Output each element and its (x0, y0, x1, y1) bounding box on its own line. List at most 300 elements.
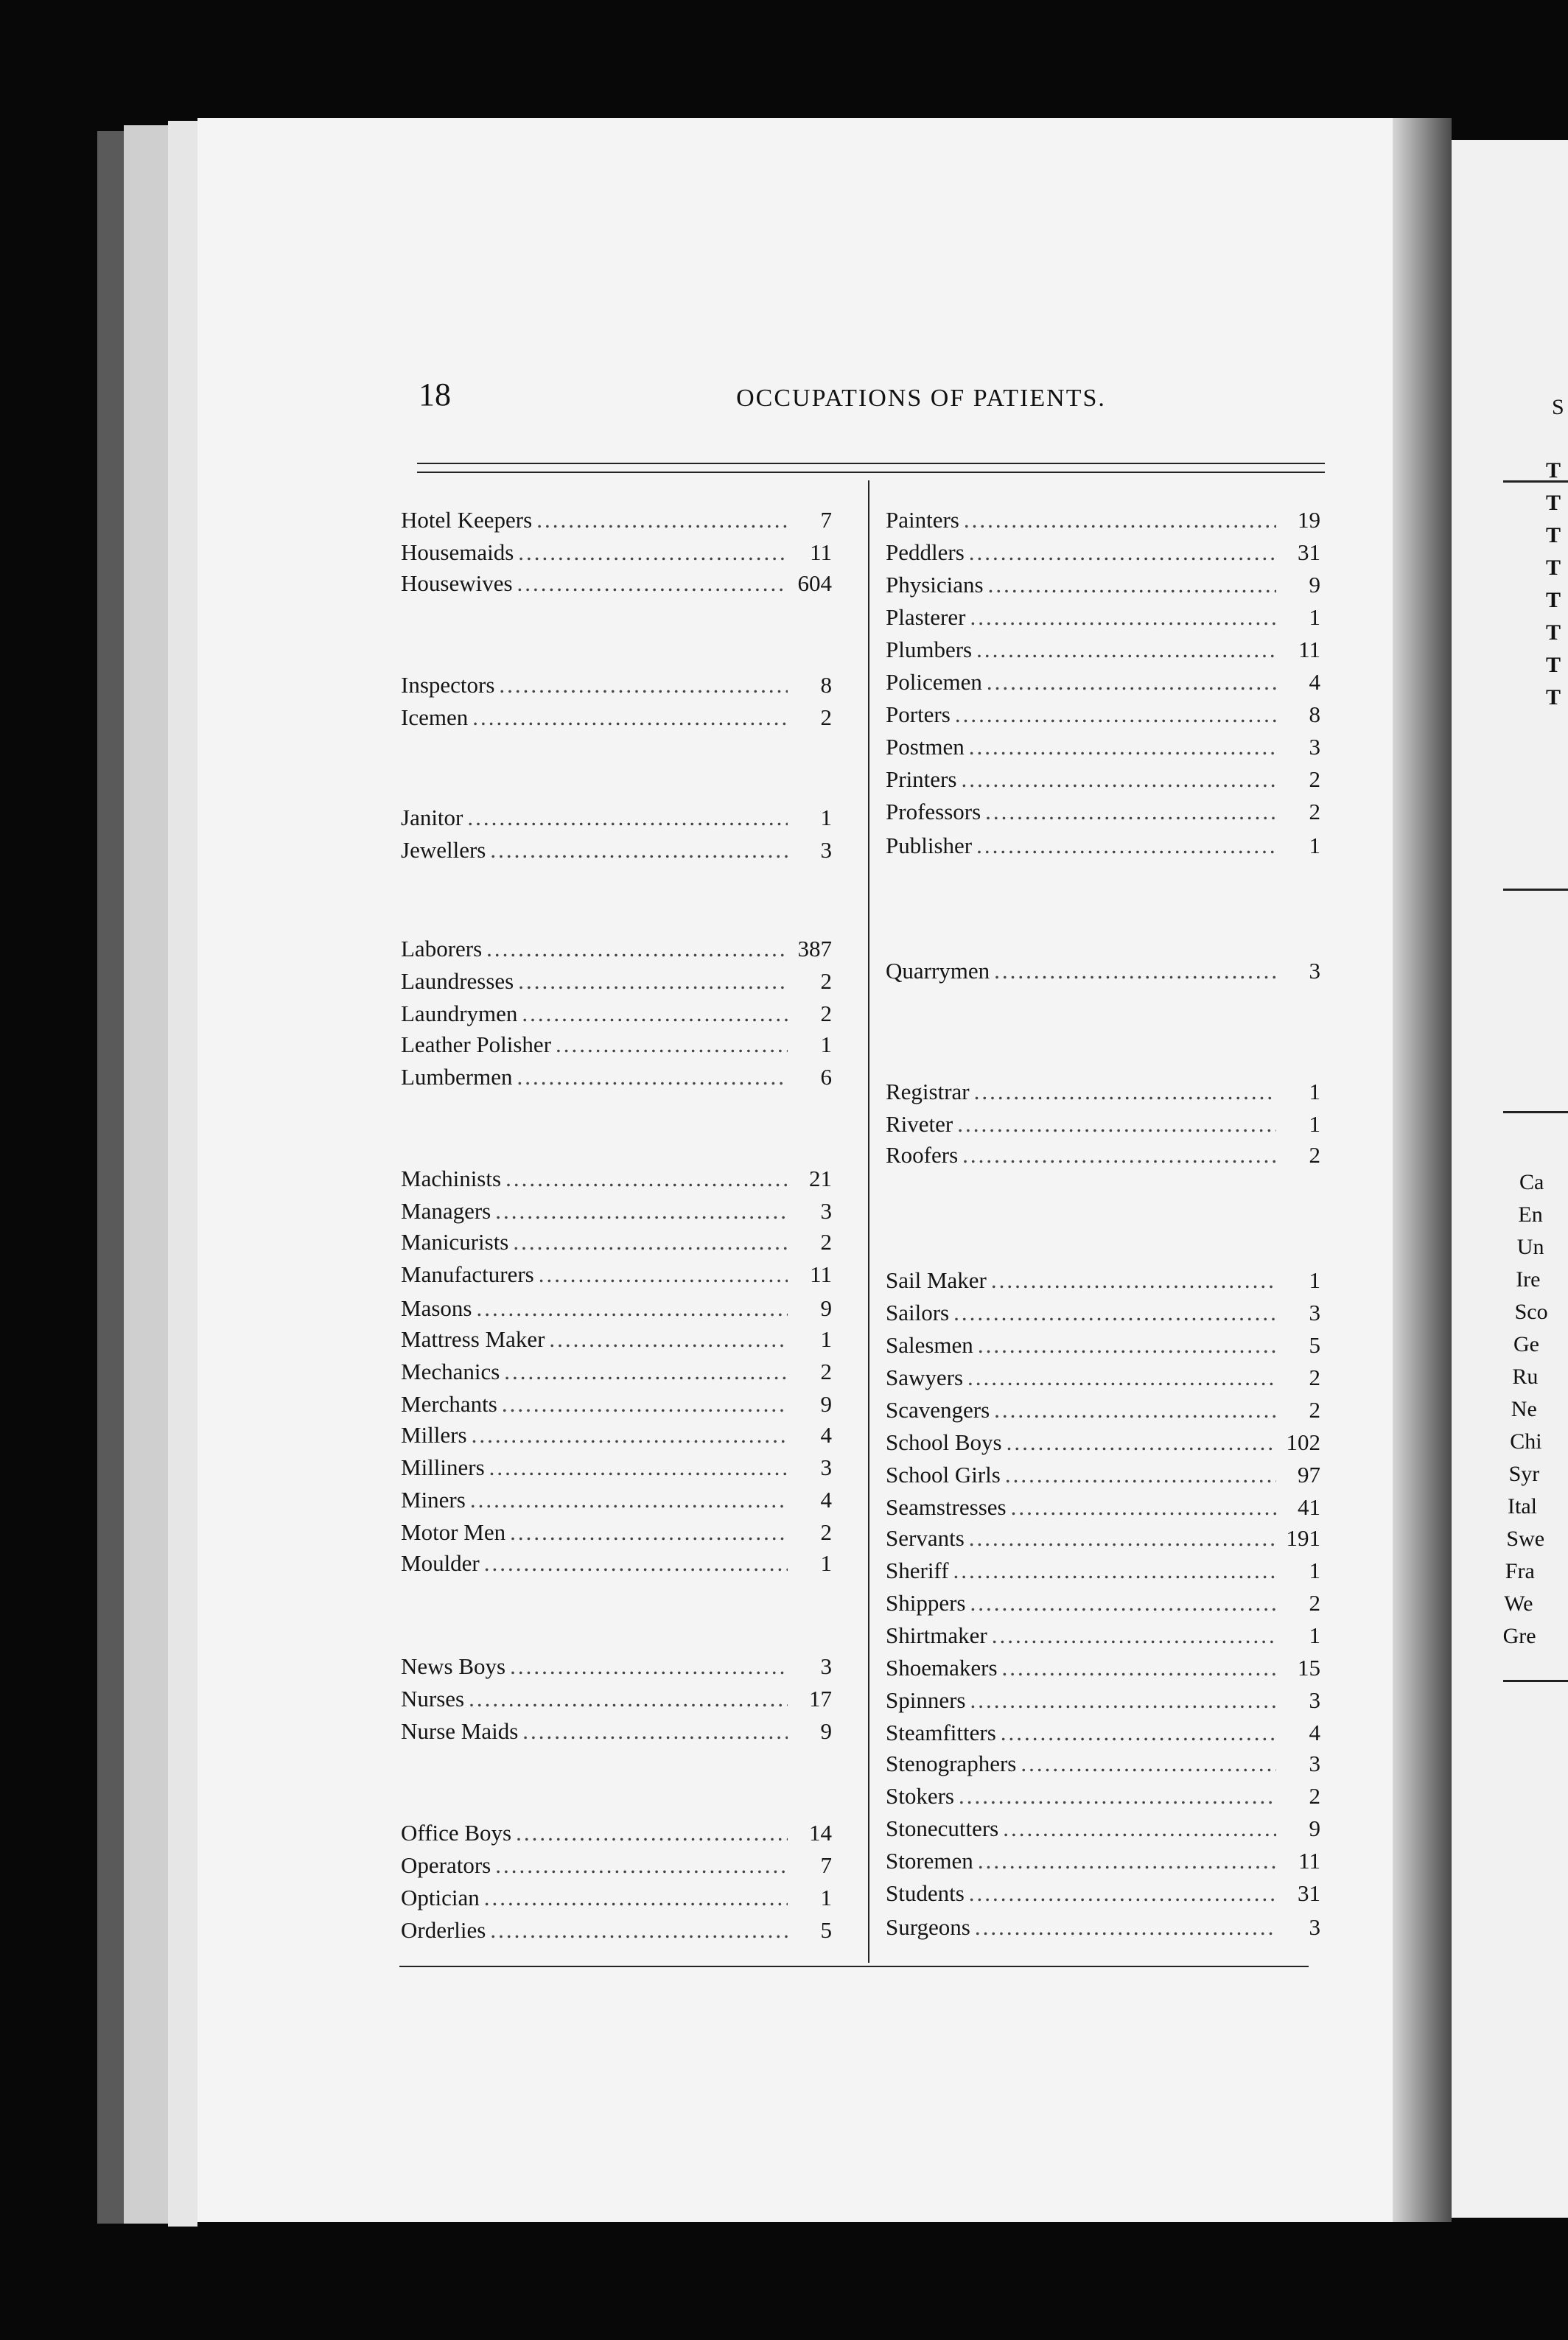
dot-leader (1021, 1751, 1276, 1777)
dot-leader (1002, 1655, 1276, 1681)
facing-fragment: Gre (1502, 1624, 1536, 1648)
list-item (401, 1031, 832, 1061)
patient-count: 31 (1298, 1880, 1320, 1906)
list-item (886, 701, 1320, 731)
dot-leader (504, 1359, 788, 1385)
list-item (886, 539, 1320, 569)
dot-leader (964, 507, 1276, 533)
occupation-name: Porters (886, 701, 951, 727)
list-item (401, 968, 832, 998)
patient-count: 2 (1309, 1397, 1320, 1423)
facing-fragment: T (1546, 620, 1561, 645)
list-item (401, 837, 832, 866)
occupation-name: Laundresses (401, 968, 514, 994)
list-item (886, 1267, 1320, 1297)
occupation-name: Physicians (886, 572, 984, 598)
patient-count: 11 (810, 1261, 832, 1287)
book-page-edges (124, 125, 168, 2224)
patient-count: 2 (1309, 766, 1320, 792)
patient-count: 4 (820, 1422, 832, 1448)
list-item (401, 1422, 832, 1451)
list-item (886, 1914, 1320, 1944)
facing-fragment: Syr (1508, 1462, 1540, 1486)
patient-count: 15 (1298, 1655, 1320, 1681)
patient-count: 2 (820, 968, 832, 994)
occupation-name: School Boys (886, 1429, 1002, 1455)
dot-leader (556, 1031, 788, 1058)
occupation-name: Laundrymen (401, 1001, 518, 1026)
occupation-name: Sailors (886, 1300, 950, 1325)
occupation-name: School Girls (886, 1462, 1001, 1488)
list-item (401, 1166, 832, 1195)
facing-fragment: T (1546, 491, 1561, 515)
occupation-name: Nurses (401, 1686, 465, 1712)
patient-count: 1 (1309, 833, 1320, 858)
occupation-name: Operators (401, 1852, 491, 1878)
facing-fragment: Ru (1512, 1365, 1539, 1389)
dot-leader (495, 1852, 788, 1879)
patient-count: 7 (820, 1852, 832, 1878)
occupation-name: Manufacturers (401, 1261, 534, 1287)
occupation-name: Merchants (401, 1391, 497, 1417)
list-item (886, 1111, 1320, 1141)
list-item (886, 1783, 1320, 1812)
patient-count: 3 (820, 1198, 832, 1224)
dot-leader (970, 1590, 1277, 1616)
occupation-name: Quarrymen (886, 958, 990, 984)
dot-leader (953, 1558, 1276, 1584)
dot-leader (502, 1391, 788, 1418)
occupation-name: Spinners (886, 1687, 966, 1713)
list-item (886, 1079, 1320, 1108)
facing-fragment: Un (1516, 1235, 1544, 1259)
list-item (401, 1326, 832, 1356)
list-item (401, 507, 832, 536)
list-item (886, 1365, 1320, 1394)
occupation-name: Leather Polisher (401, 1031, 552, 1057)
dot-leader (539, 1261, 788, 1288)
list-item (886, 1751, 1320, 1780)
occupation-name: Stonecutters (886, 1815, 999, 1841)
list-item (401, 1391, 832, 1421)
dot-leader (510, 1519, 788, 1546)
list-item (886, 1558, 1320, 1587)
list-item (886, 507, 1320, 536)
list-item (886, 766, 1320, 796)
list-item (401, 1001, 832, 1030)
dot-leader (976, 637, 1276, 663)
occupation-name: Inspectors (401, 672, 495, 698)
dot-leader (470, 1487, 788, 1513)
dot-leader (994, 958, 1276, 984)
occupation-name: Machinists (401, 1166, 502, 1191)
book-gutter (1393, 118, 1452, 2222)
occupation-name: Shoemakers (886, 1655, 998, 1681)
patient-count: 17 (809, 1686, 832, 1712)
dot-leader (490, 1917, 788, 1944)
occupation-name: Optician (401, 1885, 480, 1910)
patient-count: 5 (1309, 1332, 1320, 1358)
patient-count: 19 (1298, 507, 1320, 533)
page-title: OCCUPATIONS OF PATIENTS. (736, 385, 1106, 412)
footer-rule (399, 1966, 1309, 1967)
patient-count: 21 (809, 1166, 832, 1191)
column-divider (868, 480, 869, 1963)
list-item (401, 1653, 832, 1683)
dot-leader (969, 1525, 1276, 1552)
facing-rule (1503, 889, 1568, 891)
patient-count: 9 (820, 1718, 832, 1744)
occupation-name: Plasterer (886, 604, 966, 630)
list-item (886, 572, 1320, 601)
occupation-name: Publisher (886, 833, 973, 858)
occupation-name: Professors (886, 799, 981, 824)
list-item (886, 833, 1320, 862)
patient-count: 387 (797, 936, 832, 961)
dot-leader (976, 833, 1276, 859)
occupation-name: Printers (886, 766, 957, 792)
list-item (401, 1359, 832, 1388)
facing-fragment: Ge (1513, 1332, 1539, 1356)
facing-fragment: T (1546, 685, 1561, 710)
occupation-name: Orderlies (401, 1917, 486, 1943)
dot-leader (955, 701, 1276, 728)
occupation-name: Icemen (401, 704, 469, 730)
facing-fragment: Ire (1516, 1267, 1541, 1292)
dot-leader (1007, 1429, 1276, 1456)
occupation-name: Steamfitters (886, 1720, 996, 1745)
facing-fragment: We (1504, 1591, 1533, 1616)
patient-count: 2 (820, 1519, 832, 1545)
patient-count: 1 (1309, 1079, 1320, 1104)
facing-rule (1503, 1680, 1568, 1682)
list-item (886, 604, 1320, 634)
dot-leader (1011, 1494, 1276, 1521)
occupation-name: Painters (886, 507, 959, 533)
occupation-name: Moulder (401, 1550, 480, 1576)
list-item (401, 1820, 832, 1849)
occupation-name: Roofers (886, 1142, 959, 1168)
patient-count: 1 (1309, 1622, 1320, 1648)
dot-leader (967, 1365, 1276, 1391)
patient-count: 3 (820, 1454, 832, 1480)
occupation-name: Jewellers (401, 837, 486, 863)
patient-count: 8 (820, 672, 832, 698)
occupation-name: Surgeons (886, 1914, 970, 1940)
list-item (401, 539, 832, 569)
dot-leader (469, 1686, 788, 1712)
occupation-name: News Boys (401, 1653, 506, 1679)
list-item (401, 1686, 832, 1715)
patient-count: 3 (1309, 1751, 1320, 1776)
dot-leader (970, 1687, 1277, 1714)
list-item (401, 805, 832, 834)
dot-leader (991, 1267, 1276, 1294)
dot-leader (970, 604, 1276, 631)
patient-count: 9 (820, 1295, 832, 1321)
occupation-name: Manicurists (401, 1229, 509, 1255)
dot-leader (985, 799, 1276, 825)
dot-leader (489, 1454, 788, 1481)
dot-leader (969, 1880, 1276, 1907)
facing-fragment: Ca (1519, 1170, 1544, 1194)
patient-count: 9 (820, 1391, 832, 1417)
patient-count: 2 (1309, 1142, 1320, 1168)
list-item (401, 1917, 832, 1947)
dot-leader (499, 672, 788, 698)
dot-leader (957, 1111, 1276, 1138)
dot-leader (518, 539, 788, 566)
dot-leader (516, 1820, 788, 1846)
occupation-name: Managers (401, 1198, 491, 1224)
list-item (401, 570, 832, 600)
occupation-name: Hotel Keepers (401, 507, 533, 533)
occupation-name: Office Boys (401, 1820, 512, 1846)
list-item (886, 637, 1320, 666)
occupation-name: Housemaids (401, 539, 514, 565)
occupation-name: Registrar (886, 1079, 970, 1104)
occupation-name: Masons (401, 1295, 472, 1321)
facing-fragment: Sco (1514, 1300, 1548, 1324)
dot-leader (505, 1166, 788, 1192)
occupation-name: Mattress Maker (401, 1326, 545, 1352)
patient-count: 191 (1286, 1525, 1320, 1551)
patient-count: 4 (1309, 1720, 1320, 1745)
book-edge-dark (97, 131, 124, 2224)
dot-leader (953, 1300, 1276, 1326)
patient-count: 8 (1309, 701, 1320, 727)
list-item (886, 799, 1320, 828)
occupation-name: Sheriff (886, 1558, 949, 1583)
patient-count: 2 (1309, 1590, 1320, 1616)
facing-rule (1503, 1111, 1568, 1113)
facing-fragment: T (1546, 653, 1561, 677)
occupation-name: Stokers (886, 1783, 954, 1809)
facing-fragment: Fra (1505, 1559, 1535, 1583)
list-item (886, 1429, 1320, 1459)
occupation-name: Motor Men (401, 1519, 506, 1545)
dot-leader (969, 539, 1276, 566)
dot-leader (476, 1295, 788, 1322)
dot-leader (490, 837, 788, 864)
dot-leader (467, 805, 788, 831)
facing-fragment: En (1518, 1202, 1543, 1227)
dot-leader (472, 1422, 788, 1449)
list-item (401, 1229, 832, 1258)
page-number: 18 (419, 376, 451, 413)
patient-count: 3 (820, 1653, 832, 1679)
facing-fragment: T (1546, 588, 1561, 612)
occupation-name: Laborers (401, 936, 483, 961)
occupation-name: Millers (401, 1422, 467, 1448)
list-item (401, 1852, 832, 1882)
list-item (886, 1622, 1320, 1652)
occupation-name: Lumbermen (401, 1064, 513, 1090)
patient-count: 4 (820, 1487, 832, 1513)
patient-count: 2 (1309, 1783, 1320, 1809)
patient-count: 5 (820, 1917, 832, 1943)
list-item (401, 704, 832, 734)
patient-count: 1 (820, 1550, 832, 1576)
occupation-name: Sawyers (886, 1365, 964, 1390)
dot-leader (959, 1783, 1276, 1810)
occupation-name: Scavengers (886, 1397, 990, 1423)
occupation-name: Seamstresses (886, 1494, 1007, 1520)
dot-leader (517, 1064, 788, 1090)
patient-count: 3 (1309, 1687, 1320, 1713)
list-item (401, 1550, 832, 1580)
patient-count: 9 (1309, 572, 1320, 598)
list-item (401, 1198, 832, 1227)
facing-fragment: T (1546, 523, 1561, 547)
patient-count: 31 (1298, 539, 1320, 565)
list-item (401, 1885, 832, 1914)
patient-count: 3 (820, 837, 832, 863)
patient-count: 1 (820, 1326, 832, 1352)
list-item (886, 1525, 1320, 1555)
patient-count: 2 (1309, 799, 1320, 824)
patient-count: 1 (1309, 1558, 1320, 1583)
list-item (886, 958, 1320, 987)
patient-count: 11 (1298, 1848, 1320, 1874)
patient-count: 2 (820, 1001, 832, 1026)
occupation-name: Postmen (886, 734, 965, 760)
occupation-name: Housewives (401, 570, 513, 596)
patient-count: 7 (820, 507, 832, 533)
occupation-name: Milliners (401, 1454, 485, 1480)
occupation-name: Peddlers (886, 539, 965, 565)
dot-leader (987, 669, 1276, 696)
facing-page (1452, 140, 1568, 2218)
patient-count: 1 (1309, 1267, 1320, 1293)
patient-count: 9 (1309, 1815, 1320, 1841)
dot-leader (549, 1326, 788, 1353)
list-item (886, 1142, 1320, 1171)
patient-count: 4 (1309, 669, 1320, 695)
patient-count: 3 (1309, 734, 1320, 760)
facing-fragment: S (1552, 395, 1564, 419)
patient-count: 1 (820, 805, 832, 830)
list-item (886, 1332, 1320, 1362)
occupation-name: Shirtmaker (886, 1622, 987, 1648)
list-item (401, 1064, 832, 1093)
dot-leader (522, 1001, 788, 1027)
list-item (401, 1519, 832, 1549)
list-item (886, 669, 1320, 698)
patient-count: 3 (1309, 1914, 1320, 1940)
patient-count: 2 (820, 704, 832, 730)
list-item (886, 1590, 1320, 1619)
dot-leader (513, 1229, 788, 1255)
patient-count: 102 (1286, 1429, 1320, 1455)
patient-count: 604 (797, 570, 832, 596)
patient-count: 2 (820, 1229, 832, 1255)
dot-leader (1001, 1720, 1276, 1746)
occupation-name: Storemen (886, 1848, 973, 1874)
list-item (401, 1487, 832, 1516)
patient-count: 11 (1298, 637, 1320, 662)
header-rule-double (417, 472, 1325, 473)
list-item (401, 672, 832, 701)
occupation-name: Janitor (401, 805, 463, 830)
dot-leader (962, 1142, 1276, 1169)
patient-count: 14 (809, 1820, 832, 1846)
header-rule (417, 463, 1325, 464)
list-item (886, 734, 1320, 763)
facing-fragment: Chi (1510, 1429, 1542, 1454)
facing-fragment: T (1546, 556, 1561, 580)
dot-leader (969, 734, 1276, 760)
patient-count: 97 (1298, 1462, 1320, 1488)
patient-count: 11 (810, 539, 832, 565)
patient-count: 6 (820, 1064, 832, 1090)
dot-leader (992, 1622, 1276, 1649)
dot-leader (974, 1079, 1276, 1105)
list-item (886, 1397, 1320, 1426)
dot-leader (975, 1914, 1276, 1941)
book-page-edges-inner (168, 121, 197, 2227)
dot-leader (1003, 1815, 1276, 1842)
list-item (886, 1815, 1320, 1845)
list-item (401, 1295, 832, 1325)
list-item (886, 1462, 1320, 1491)
dot-leader (1005, 1462, 1276, 1488)
patient-count: 2 (820, 1359, 832, 1384)
occupation-name: Plumbers (886, 637, 973, 662)
patient-count: 1 (820, 1885, 832, 1910)
occupation-name: Stenographers (886, 1751, 1017, 1776)
patient-count: 1 (1309, 604, 1320, 630)
occupation-name: Students (886, 1880, 965, 1906)
list-item (886, 1687, 1320, 1717)
list-item (401, 1718, 832, 1748)
dot-leader (486, 936, 788, 962)
dot-leader (472, 704, 788, 731)
occupation-name: Servants (886, 1525, 965, 1551)
dot-leader (978, 1848, 1276, 1874)
patient-count: 3 (1309, 958, 1320, 984)
facing-fragment: Ne (1511, 1397, 1537, 1421)
list-item (886, 1494, 1320, 1524)
occupation-name: Sail Maker (886, 1267, 987, 1293)
patient-count: 2 (1309, 1365, 1320, 1390)
occupation-name: Mechanics (401, 1359, 500, 1384)
dot-leader (522, 1718, 788, 1745)
dot-leader (994, 1397, 1276, 1423)
list-item (886, 1880, 1320, 1910)
dot-leader (484, 1885, 788, 1911)
list-item (401, 936, 832, 965)
facing-fragment: T (1546, 458, 1561, 483)
dot-leader (961, 766, 1276, 793)
dot-leader (518, 968, 788, 995)
patient-count: 1 (820, 1031, 832, 1057)
dot-leader (978, 1332, 1276, 1359)
dot-leader (517, 570, 788, 597)
list-item (886, 1848, 1320, 1877)
patient-count: 3 (1309, 1300, 1320, 1325)
patient-count: 1 (1309, 1111, 1320, 1137)
occupation-name: Riveter (886, 1111, 953, 1137)
facing-fragment: Swe (1506, 1527, 1545, 1551)
dot-leader (536, 507, 788, 533)
occupation-name: Policemen (886, 669, 982, 695)
list-item (886, 1655, 1320, 1684)
list-item (401, 1261, 832, 1291)
list-item (886, 1720, 1320, 1749)
dot-leader (988, 572, 1276, 598)
patient-count: 41 (1298, 1494, 1320, 1520)
